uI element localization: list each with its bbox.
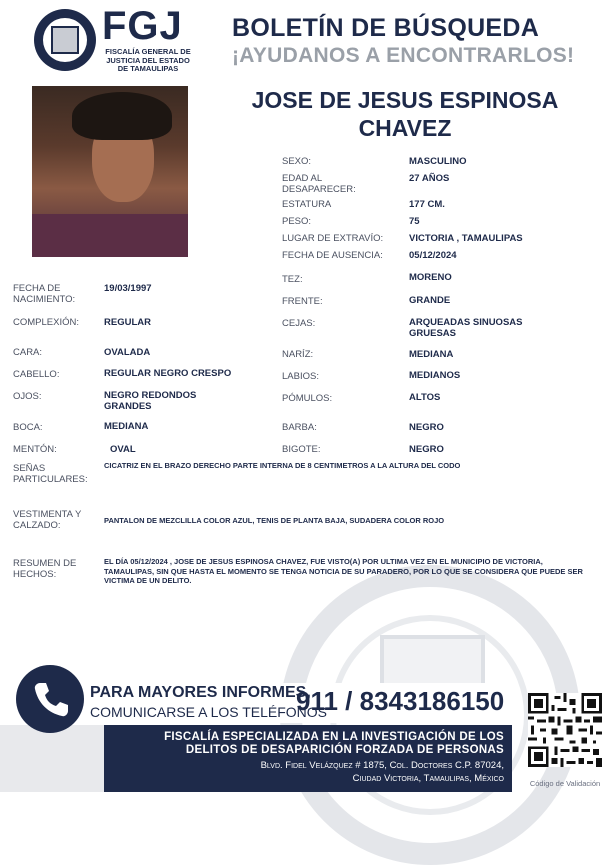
field-label-fecha-ausencia: FECHA DE AUSENCIA:: [282, 250, 383, 261]
field-value-senas: CICATRIZ EN EL BRAZO DERECHO PARTE INTERNA DE 8 CENTIMETROS A LA ALTURA DEL CODO: [104, 461, 461, 470]
fiscalia-address: [104, 759, 504, 785]
field-value-lugar: VICTORIA , TAMAULIPAS: [409, 233, 523, 244]
field-value-fecha-ausencia: 05/12/2024: [409, 250, 457, 261]
field-value-vestimenta: PANTALON DE MEZCLILLA COLOR AZUL, TENIS DE PLANTA BAJA, SUDADERA COLOR ROJO: [104, 516, 445, 525]
footer-left-strip: [0, 725, 104, 792]
field-value-cara: OVALADA: [104, 347, 151, 358]
field-value-complexion: REGULAR: [104, 317, 151, 328]
field-label-vestimenta: VESTIMENTA Y CALZADO:: [13, 509, 82, 531]
field-value-estatura: 177 CM.: [409, 199, 445, 210]
info-line1: PARA MAYORES INFORMES,: [90, 684, 311, 701]
field-value-labios: MEDIANOS: [409, 370, 461, 381]
address-line1: Blvd. Fidel Velázquez # 1875, Col. Doctores C.P. 87024,: [260, 760, 504, 771]
field-value-nariz: MEDIANA: [409, 349, 454, 360]
bulletin-subtitle: ¡AYUDANOS A ENCONTRARLOS!: [232, 44, 575, 67]
field-value-peso: 75: [409, 216, 420, 227]
field-label-peso: PESO:: [282, 216, 312, 227]
field-label-boca: BOCA:: [13, 422, 43, 433]
field-label-frente: FRENTE:: [282, 296, 323, 307]
field-label-sexo: SEXO:: [282, 156, 312, 167]
field-label-cejas: CEJAS:: [282, 318, 316, 329]
address-line2: Ciudad Victoria, Tamaulipas, México: [352, 773, 504, 784]
field-value-boca: MEDIANA: [104, 421, 149, 432]
field-value-sexo: MASCULINO: [409, 156, 467, 167]
field-label-edad: EDAD AL DESAPARECER:: [282, 173, 356, 195]
person-name-line2: CHAVEZ: [358, 115, 452, 141]
fgj-logo-text: FGJ: [102, 4, 183, 48]
field-label-menton: MENTÓN:: [13, 444, 57, 455]
field-label-nacimiento: FECHA DE NACIMIENTO:: [13, 283, 76, 305]
field-value-barba: NEGRO: [409, 422, 444, 433]
photo-shirt: [32, 214, 188, 257]
field-value-menton: OVAL: [110, 444, 136, 455]
field-value-resumen: EL DÍA 05/12/2024 , JOSE DE JESUS ESPINOSA CHAVEZ, FUE VISTO(A) POR ULTIMA VEZ EN EL MUNICIPIO DE VICTORIA, TAMAULIPAS, SIN QUE HASTA EL MOMENTO SE TENGA NOTICIA DE SU PARADERO, POR LO QUE SE CONSIDERA QUE PUEDE SER VICTIMA DE UN DELITO.: [104, 557, 583, 585]
person-photo: [32, 86, 188, 257]
qr-caption: Código de Validación: [529, 779, 601, 788]
field-label-labios: LABIOS:: [282, 371, 319, 382]
info-line2: COMUNICARSE A LOS TELÉFONOS: [90, 704, 328, 720]
fiscalia-line2: DELITOS DE DESAPARICIÓN FORZADA DE PERSONAS: [185, 744, 504, 756]
field-label-estatura: ESTATURA: [282, 199, 332, 210]
field-label-nariz: NARÍZ:: [282, 349, 314, 360]
field-label-barba: BARBA:: [282, 422, 317, 433]
phone-icon: [26, 675, 74, 723]
field-value-ojos: NEGRO REDONDOS GRANDES: [104, 390, 197, 412]
person-name: [222, 86, 588, 142]
field-value-cejas: ARQUEADAS SINUOSAS GRUESAS: [409, 317, 523, 339]
phone-numbers[interactable]: 911 / 8343186150: [296, 686, 505, 716]
field-label-senas: SEÑAS PARTICULARES:: [13, 463, 88, 485]
fgj-logo-shield-icon: [51, 26, 79, 54]
field-label-ojos: OJOS:: [13, 391, 42, 402]
bulletin-title: BOLETÍN DE BÚSQUEDA: [232, 14, 540, 42]
field-label-bigote: BIGOTE:: [282, 444, 321, 455]
field-value-tez: MORENO: [409, 272, 452, 283]
field-value-edad: 27 AÑOS: [409, 173, 450, 184]
field-label-pomulos: PÓMULOS:: [282, 393, 333, 404]
field-label-complexion: COMPLEXIÓN:: [13, 317, 79, 328]
photo-hair: [72, 92, 172, 140]
field-label-resumen: RESUMEN DE HECHOS:: [13, 558, 77, 580]
field-value-frente: GRANDE: [409, 295, 451, 306]
field-value-bigote: NEGRO: [409, 444, 444, 455]
fgj-logo-subtitle: FISCALÍA GENERAL DE JUSTICIA DEL ESTADO DE TAMAULIPAS: [105, 47, 191, 73]
field-value-cabello: REGULAR NEGRO CRESPO: [104, 368, 232, 379]
field-value-nacimiento: 19/03/1997: [104, 283, 152, 294]
person-name-line1: JOSE DE JESUS ESPINOSA: [251, 87, 559, 113]
field-label-lugar: LUGAR DE EXTRAVÍO:: [282, 233, 384, 244]
field-value-pomulos: ALTOS: [409, 392, 441, 403]
field-label-cara: CARA:: [13, 347, 43, 358]
field-label-cabello: CABELLO:: [13, 369, 60, 380]
fiscalia-line1: FISCALÍA ESPECIALIZADA EN LA INVESTIGACIÓN DE LOS: [164, 731, 504, 743]
field-label-tez: TEZ:: [282, 274, 303, 285]
fiscalia-name: [104, 731, 504, 757]
qr-code-icon[interactable]: [528, 693, 602, 767]
